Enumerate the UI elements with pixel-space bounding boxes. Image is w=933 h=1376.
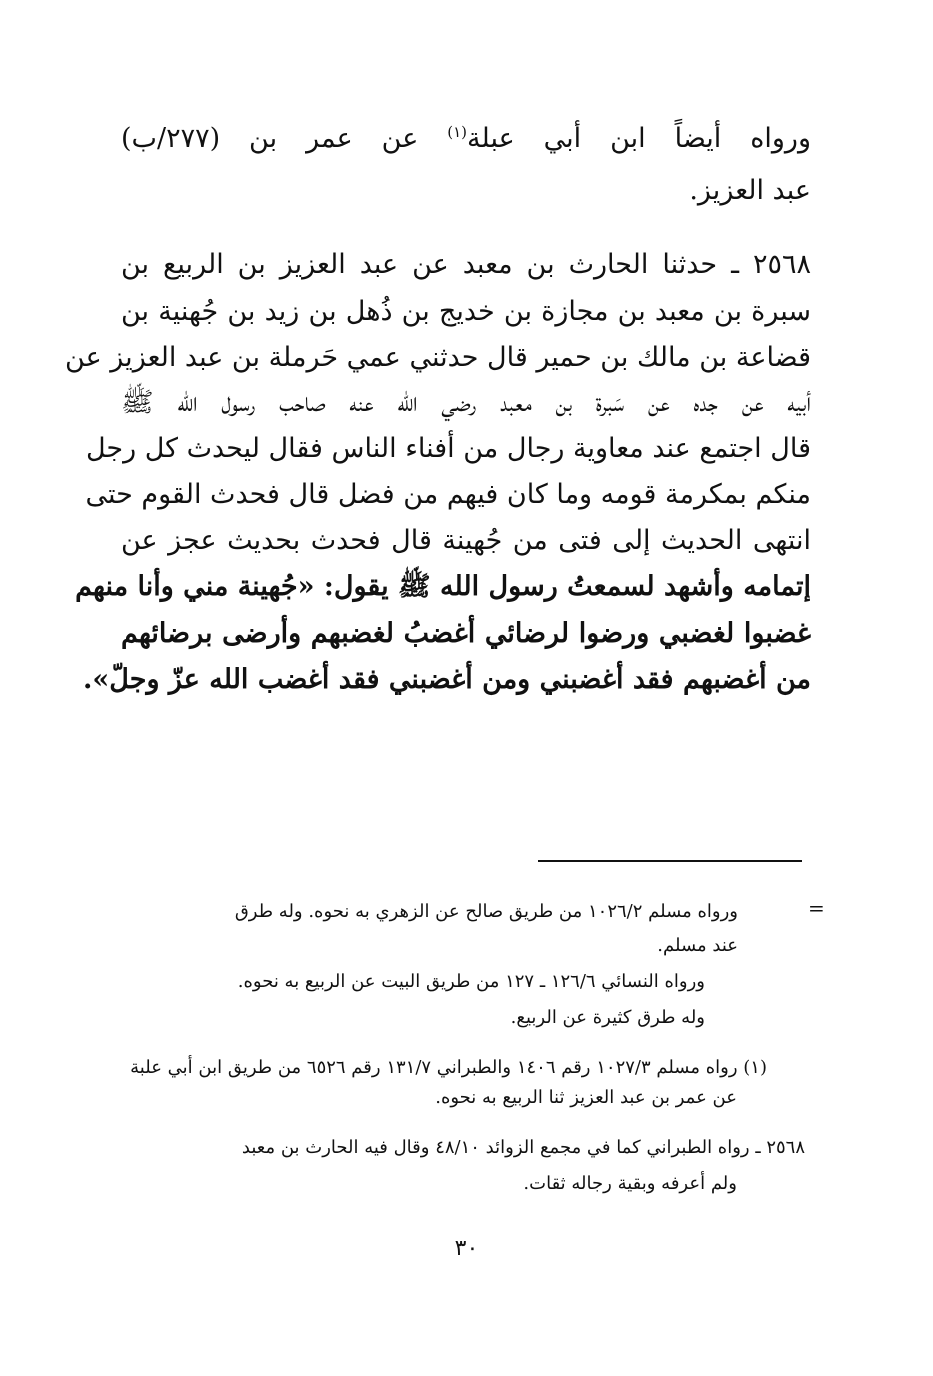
footnote-line: ورواه مسلم ١٠٢٦/٢ من طريق صالح عن الزهري به نحوه. وله طرق [234, 901, 738, 922]
footnote-line: ورواه النسائي ١٢٦/٦ ـ ١٢٧ من طريق البيت عن الربيع به نحوه. [237, 971, 705, 992]
footnote-ref-1[interactable]: (١) [447, 123, 468, 141]
hadith-line: قال اجتمع عند معاوية رجال من أفناء الناس فقال ليحدث كل رجل [85, 433, 811, 464]
footnote-line: عن عمر بن عبد العزيز ثنا الربيع به نحوه. [435, 1087, 737, 1108]
footnote-line: ولم أعرفه وبقية رجاله ثقات. [523, 1173, 737, 1194]
hadith-line: أبيه عن جده عن سَبرة بن معبد رضي الله عنه صاحب رسول الله ﷺ [121, 387, 811, 418]
hadith-line: غضبوا لغضبي ورضوا لرضائي أغضبُ لغضبهم وأرضى برضائهم [121, 618, 811, 649]
hadith-line: انتهى الحديث إلى فتى من جُهينة قال فحدث بحديث عجز عن [121, 525, 811, 556]
hadith-line: سبرة بن معبد بن مجازة بن خديج بن ذُهل بن زيد بن جُهنية بن [121, 296, 811, 327]
hadith-line: إتمامه وأشهد لسمعتُ رسول الله ﷺ يقول: «جُهينة مني وأنا منهم [75, 571, 811, 602]
intro-text-b: عن عمر بن (٢٧٧/ب) [121, 123, 448, 154]
intro-line-2: عبد العزيز. [689, 175, 811, 206]
footnote-divider [538, 860, 802, 862]
hadith-line: ٢٥٦٨ ـ حدثنا الحارث بن معبد عن عبد العزيز بن الربيع بن [121, 249, 811, 280]
page-number: ٣٠ [454, 1236, 479, 1261]
intro-text-a: ورواه أيضاً ابن أبي عبلة [467, 123, 811, 154]
intro-line-1 [121, 112, 811, 166]
hadith-line: منكم بمكرمة قومه وما كان فيهم من فضل قال فحدث القوم حتى [85, 479, 811, 510]
footnote-line: (١) رواه مسلم ١٠٢٧/٣ رقم ١٤٠٦ والطبراني ١٣١/٧ رقم ٦٥٢٦ من طريق ابن أبي علبة [130, 1057, 767, 1078]
footnote-line: وله طرق كثيرة عن الربيع. [510, 1007, 705, 1028]
footnote-line: عند مسلم. [657, 935, 738, 956]
hadith-line: قضاعة بن مالك بن حمير قال حدثني عمي حَرملة بن عبد العزيز عن [65, 342, 811, 373]
continuation-mark: = [808, 896, 825, 920]
hadith-line: من أغضبهم فقد أغضبني ومن أغضبني فقد أغضب الله عزّ وجلّ». [83, 664, 811, 695]
footnote-line: ٢٥٦٨ ـ رواه الطبراني كما في مجمع الزوائد ٤٨/١٠ وقال فيه الحارث بن معبد [241, 1137, 805, 1158]
